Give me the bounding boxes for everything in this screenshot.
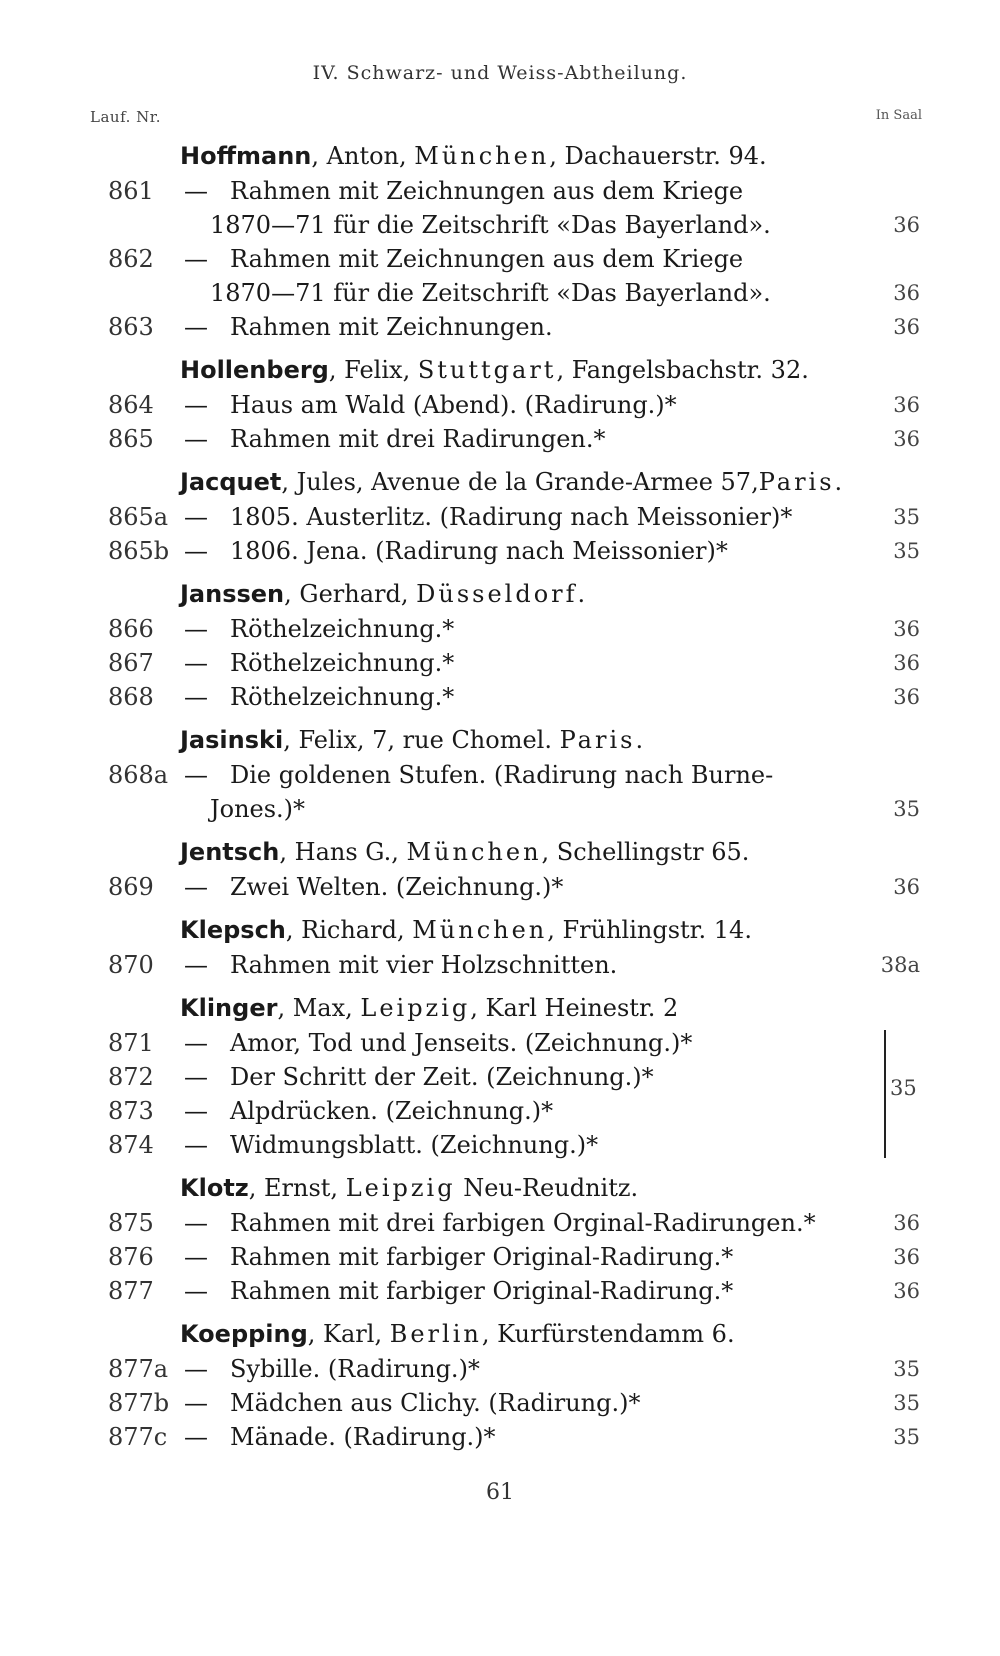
item-room: 36 [893, 685, 920, 709]
artist-details: , Felix, [328, 356, 418, 384]
item-title-continued: 1870—71 für die Zeitschrift «Das Bayerland». [210, 279, 771, 307]
item-title: Zwei Welten. (Zeichnung.)* [230, 873, 564, 901]
catalog-item [0, 242, 1000, 276]
item-dash: — [184, 615, 208, 643]
item-number: 877c [108, 1423, 168, 1451]
catalog-item [0, 1352, 1000, 1386]
catalog-item-continuation [0, 208, 1000, 242]
item-number: 875 [108, 1209, 154, 1237]
item-dash: — [184, 1131, 208, 1159]
item-dash: — [184, 313, 208, 341]
item-dash: — [184, 873, 208, 901]
item-room: 36 [893, 617, 920, 641]
artist-line [0, 832, 1000, 870]
artist-heading [180, 350, 809, 390]
artist-city: Paris [559, 726, 636, 754]
artist-heading [180, 910, 752, 950]
item-number: 873 [108, 1097, 154, 1125]
artist-city: Paris [758, 468, 835, 496]
item-room: 35 [893, 797, 920, 821]
item-title-continued: 1870—71 für die Zeitschrift «Das Bayerland». [210, 211, 771, 239]
catalog-item [0, 948, 1000, 982]
artist-address: , Frühlingstr. 14. [547, 916, 752, 944]
item-dash: — [184, 761, 208, 789]
artist-line [0, 136, 1000, 174]
artist-city: Stuttgart [417, 356, 557, 384]
catalog-entries [0, 136, 1000, 1454]
artist-address: , Fangelsbachstr. 32. [556, 356, 809, 384]
group-bracket [884, 1030, 886, 1158]
artist-name: Jacquet [180, 468, 282, 496]
artist-heading [180, 462, 842, 502]
item-title: Rahmen mit Zeichnungen. [230, 313, 553, 341]
artist-details: , Hans G., [279, 838, 407, 866]
item-number: 863 [108, 313, 154, 341]
item-room: 36 [893, 281, 920, 305]
item-room: 36 [893, 393, 920, 417]
catalog-item [0, 422, 1000, 456]
item-title: Rahmen mit drei Radirungen.* [230, 425, 606, 453]
item-dash: — [184, 1209, 208, 1237]
item-number: 868a [108, 761, 169, 789]
artist-line [0, 462, 1000, 500]
catalog-item [0, 646, 1000, 680]
catalog-item [0, 1094, 1000, 1128]
artist-details: , Ernst, [248, 1174, 346, 1202]
item-room: 36 [893, 1245, 920, 1269]
running-head: IV. Schwarz- und Weiss-Abtheilung. [312, 62, 688, 84]
column-header-room: In Saal [875, 108, 922, 123]
artist-city: München [406, 838, 542, 866]
item-title: Rahmen mit farbiger Original-Radirung.* [230, 1277, 734, 1305]
artist-line [0, 988, 1000, 1026]
artist-details: , Anton, [311, 142, 415, 170]
group-room: 35 [890, 1076, 917, 1100]
artist-address: , Schellingstr 65. [541, 838, 750, 866]
artist-heading [180, 574, 585, 614]
item-room: 35 [893, 539, 920, 563]
item-title: Sybille. (Radirung.)* [230, 1355, 480, 1383]
item-dash: — [184, 951, 208, 979]
catalog-item [0, 1420, 1000, 1454]
item-dash: — [184, 1277, 208, 1305]
item-number: 874 [108, 1131, 154, 1159]
item-number: 865a [108, 503, 169, 531]
artist-details: , Karl, [307, 1320, 390, 1348]
item-number: 862 [108, 245, 154, 273]
item-title: Rahmen mit farbiger Original-Radirung.* [230, 1243, 734, 1271]
artist-address: . [577, 580, 586, 608]
item-title: Der Schritt der Zeit. (Zeichnung.)* [230, 1063, 654, 1091]
catalog-item [0, 680, 1000, 714]
artist-details: , Max, [277, 994, 361, 1022]
artist-line [0, 720, 1000, 758]
item-room: 36 [893, 315, 920, 339]
item-room: 36 [893, 427, 920, 451]
item-number: 868 [108, 683, 154, 711]
artist-heading [180, 1168, 638, 1208]
page-number: 61 [486, 1480, 514, 1505]
item-number: 867 [108, 649, 154, 677]
artist-details: , Gerhard, [284, 580, 417, 608]
item-dash: — [184, 683, 208, 711]
artist-city: München [414, 142, 550, 170]
item-dash: — [184, 1243, 208, 1271]
catalog-item [0, 1060, 1000, 1094]
item-room: 36 [893, 1279, 920, 1303]
artist-name: Koepping [180, 1320, 308, 1348]
item-number: 864 [108, 391, 154, 419]
item-dash: — [184, 425, 208, 453]
item-dash: — [184, 1355, 208, 1383]
item-dash: — [184, 649, 208, 677]
catalog-item [0, 1128, 1000, 1162]
item-dash: — [184, 1389, 208, 1417]
item-dash: — [184, 391, 208, 419]
artist-details: , Felix, 7, rue Chomel. [283, 726, 560, 754]
item-dash: — [184, 1097, 208, 1125]
item-number: 871 [108, 1029, 154, 1057]
item-number: 865 [108, 425, 154, 453]
catalog-item [0, 1274, 1000, 1308]
item-room: 36 [893, 213, 920, 237]
item-title: Die goldenen Stufen. (Radirung nach Burne- [230, 761, 774, 789]
item-room: 35 [893, 1425, 920, 1449]
artist-heading [180, 1314, 735, 1354]
artist-name: Jasinski [180, 726, 284, 754]
item-dash: — [184, 503, 208, 531]
item-title: Amor, Tod und Jenseits. (Zeichnung.)* [230, 1029, 693, 1057]
artist-name: Klepsch [180, 916, 286, 944]
column-header-number: Lauf. Nr. [90, 108, 162, 126]
item-title: Röthelzeichnung.* [230, 683, 455, 711]
artist-name: Jentsch [180, 838, 280, 866]
artist-city: Düsseldorf [416, 580, 578, 608]
catalog-item [0, 534, 1000, 568]
item-room: 35 [893, 1357, 920, 1381]
item-number: 869 [108, 873, 154, 901]
item-number: 876 [108, 1243, 154, 1271]
item-room: 36 [893, 651, 920, 675]
catalog-item [0, 310, 1000, 344]
item-title: 1805. Austerlitz. (Radirung nach Meissonier)* [230, 503, 793, 531]
catalog-item [0, 870, 1000, 904]
artist-heading [180, 988, 678, 1028]
artist-address: , Kurfürstendamm 6. [481, 1320, 735, 1348]
item-title: Mädchen aus Clichy. (Radirung.)* [230, 1389, 641, 1417]
item-title: Alpdrücken. (Zeichnung.)* [230, 1097, 554, 1125]
item-dash: — [184, 177, 208, 205]
item-number: 866 [108, 615, 154, 643]
item-dash: — [184, 537, 208, 565]
item-title: Widmungsblatt. (Zeichnung.)* [230, 1131, 599, 1159]
item-number: 872 [108, 1063, 154, 1091]
item-number: 861 [108, 177, 154, 205]
item-room: 38a [880, 953, 920, 977]
item-number: 877b [108, 1389, 170, 1417]
item-number: 877a [108, 1355, 169, 1383]
artist-city: München [412, 916, 548, 944]
catalog-item [0, 1386, 1000, 1420]
item-title: Haus am Wald (Abend). (Radirung.)* [230, 391, 677, 419]
artist-line [0, 574, 1000, 612]
artist-heading [180, 720, 643, 760]
catalog-item [0, 758, 1000, 792]
item-dash: — [184, 1029, 208, 1057]
artist-line [0, 350, 1000, 388]
artist-city: Berlin [389, 1320, 482, 1348]
artist-address: . [635, 726, 644, 754]
item-dash: — [184, 1423, 208, 1451]
artist-line [0, 1168, 1000, 1206]
catalog-item [0, 612, 1000, 646]
item-room: 36 [893, 875, 920, 899]
artist-line [0, 910, 1000, 948]
artist-city: Leipzig [345, 1174, 456, 1202]
artist-name: Hoffmann [180, 142, 312, 170]
artist-details: , Jules, Avenue de la Grande-Armee 57, [281, 468, 759, 496]
artist-address: , Dachauerstr. 94. [549, 142, 767, 170]
item-dash: — [184, 245, 208, 273]
item-title: Röthelzeichnung.* [230, 649, 455, 677]
artist-city: Leipzig [360, 994, 471, 1022]
item-title: Mänade. (Radirung.)* [230, 1423, 496, 1451]
item-title: Rahmen mit Zeichnungen aus dem Kriege [230, 177, 744, 205]
catalog-item [0, 388, 1000, 422]
item-number: 877 [108, 1277, 154, 1305]
artist-name: Klotz [180, 1174, 249, 1202]
item-number: 865b [108, 537, 170, 565]
artist-heading [180, 136, 767, 176]
item-title: Rahmen mit vier Holzschnitten. [230, 951, 618, 979]
catalog-item [0, 1206, 1000, 1240]
item-number: 870 [108, 951, 154, 979]
item-title: Rahmen mit drei farbigen Orginal-Radirungen.* [230, 1209, 816, 1237]
artist-name: Klinger [180, 994, 278, 1022]
artist-address: Neu-Reudnitz. [455, 1174, 639, 1202]
artist-heading [180, 832, 749, 872]
catalog-item [0, 500, 1000, 534]
catalog-item [0, 1240, 1000, 1274]
catalog-item [0, 174, 1000, 208]
artist-address: , Karl Heinestr. 2 [470, 994, 679, 1022]
catalog-item-continuation [0, 276, 1000, 310]
artist-details: , Richard, [285, 916, 413, 944]
catalog-item-continuation [0, 792, 1000, 826]
item-title: 1806. Jena. (Radirung nach Meissonier)* [230, 537, 728, 565]
catalog-item [0, 1026, 1000, 1060]
artist-name: Janssen [180, 580, 285, 608]
item-title: Rahmen mit Zeichnungen aus dem Kriege [230, 245, 744, 273]
item-room: 36 [893, 1211, 920, 1235]
item-room: 35 [893, 505, 920, 529]
artist-address: . [834, 468, 843, 496]
artist-line [0, 1314, 1000, 1352]
item-title: Röthelzeichnung.* [230, 615, 455, 643]
item-title-continued: Jones.)* [210, 795, 306, 823]
item-dash: — [184, 1063, 208, 1091]
item-room: 35 [893, 1391, 920, 1415]
artist-name: Hollenberg [180, 356, 329, 384]
